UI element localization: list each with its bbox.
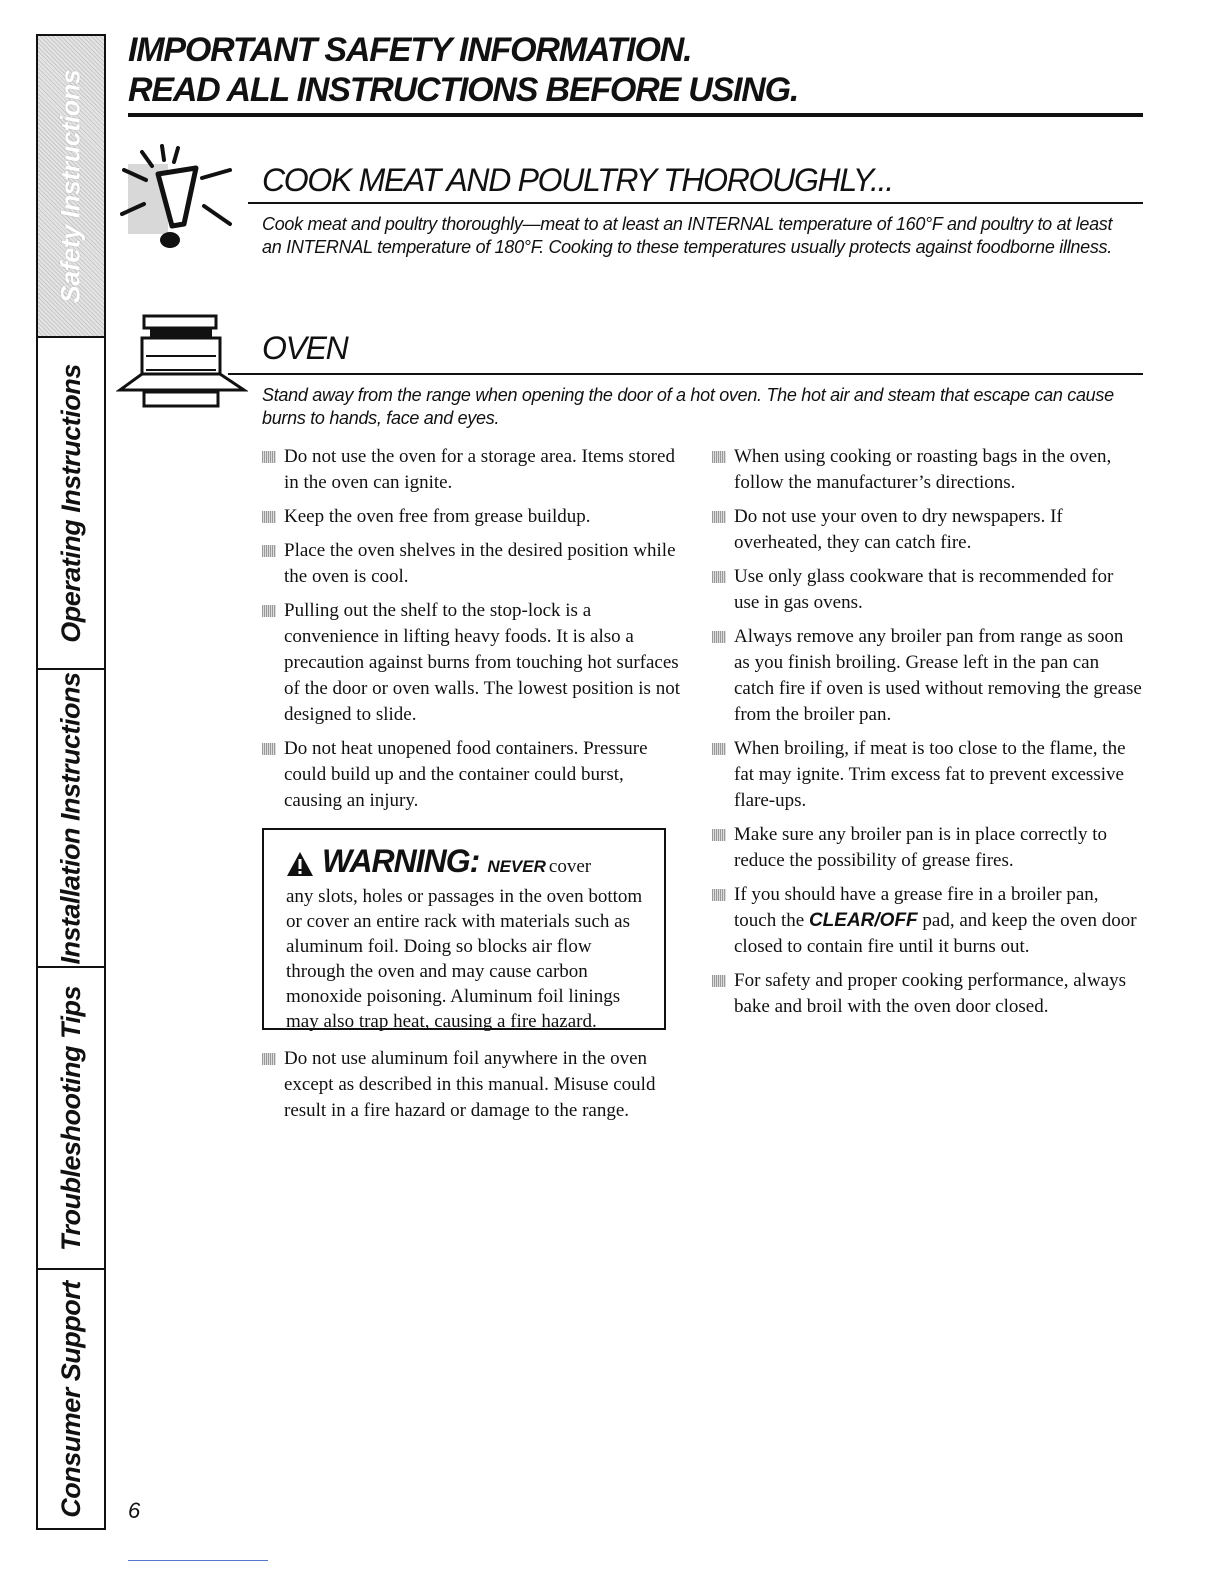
sidebar-tabs	[36, 34, 106, 1530]
bullet-icon	[712, 571, 726, 583]
bullet-icon	[712, 743, 726, 755]
tab-label: Operating Instructions	[55, 363, 86, 643]
list-item: Keep the oven free from grease buildup.	[262, 504, 682, 530]
list-item: Use only glass cookware that is recommended for use in gas ovens.	[712, 564, 1142, 616]
oven-icon	[116, 312, 248, 412]
list-item: Do not use your oven to dry newspapers. If overheated, they can catch fire.	[712, 504, 1142, 556]
bullet-icon	[712, 631, 726, 643]
tab-safety-instructions[interactable]	[38, 36, 104, 338]
list-item: If you should have a grease fire in a broiler pan, touch the CLEAR/OFF pad, and keep the oven door closed to contain fire until it burns out.	[712, 882, 1142, 960]
bullet-icon	[712, 451, 726, 463]
warning-never: NEVER	[487, 857, 546, 876]
alert-icon	[118, 144, 248, 254]
footer-divider	[128, 1560, 268, 1561]
left-column	[262, 444, 682, 822]
bullet-icon	[262, 1053, 276, 1065]
list-item: Do not use the oven for a storage area. Items stored in the oven can ignite.	[262, 444, 682, 496]
list-item: Place the oven shelves in the desired position while the oven is cool.	[262, 538, 682, 590]
list-item: When using cooking or roasting bags in the oven, follow the manufacturer’s directions.	[712, 444, 1142, 496]
page-number: 6	[128, 1498, 141, 1523]
bullet-icon	[712, 975, 726, 987]
tab-installation-instructions[interactable]	[38, 670, 104, 968]
list-item: Make sure any broiler pan is in place correctly to reduce the possibility of grease fires.	[712, 822, 1142, 874]
bullet-icon	[712, 829, 726, 841]
bullet-icon	[262, 605, 276, 617]
bullet-icon	[262, 545, 276, 557]
oven-section-divider	[228, 373, 1143, 375]
oven-section-text: Stand away from the range when opening the door of a hot oven. The hot air and steam that escape can cause burns to hands, face and eyes.	[262, 385, 1114, 428]
cook-section-divider	[248, 202, 1143, 204]
page-title	[128, 30, 1143, 110]
warning-cover: cover	[548, 856, 592, 877]
title-divider	[128, 113, 1143, 117]
tab-label: Troubleshooting Tips	[55, 985, 86, 1251]
bullet-icon	[712, 511, 726, 523]
title-line-2: READ ALL INSTRUCTIONS BEFORE USING.	[128, 71, 799, 109]
list-item: Do not use aluminum foil anywhere in the oven except as described in this manual. Misuse could result in a fire hazard or damage to the range.	[262, 1046, 682, 1124]
bullet-icon	[712, 889, 726, 901]
warning-body: any slots, holes or passages in the oven bottom or cover an entire rack with materials such as aluminum foil. Doing so blocks air flow through the oven and may cause carbon monoxide poisoning. Aluminum foil linings may also trap heat, causing a fire hazard.	[286, 886, 643, 1032]
warning-box	[262, 828, 666, 1030]
list-item: Do not heat unopened food containers. Pressure could build up and the container could burst, causing an injury.	[262, 736, 682, 814]
cook-section-text: Cook meat and poultry thoroughly—meat to at least an INTERNAL temperature of 160°F and poultry to at least an INTERNAL temperature of 180°F. Cooking to these temperatures usually protects against foodborne illness.	[262, 214, 1113, 257]
tab-troubleshooting-tips[interactable]	[38, 968, 104, 1270]
bullet-icon	[262, 743, 276, 755]
bullet-icon	[262, 451, 276, 463]
oven-section-title: OVEN	[262, 330, 348, 366]
list-item: For safety and proper cooking performance, always bake and broil with the oven door closed.	[712, 968, 1142, 1020]
clear-off-pad-label: CLEAR/OFF	[808, 910, 918, 931]
tab-label: Consumer Support	[55, 1280, 86, 1518]
tab-operating-instructions[interactable]	[38, 338, 104, 670]
right-column	[712, 444, 1142, 1028]
tab-label: Installation Instructions	[55, 671, 86, 965]
list-item: Pulling out the shelf to the stop-lock is a convenience in lifting heavy foods. It is also a precaution against burns from touching hot surfaces of the door or oven walls. The lowest position is not designed to slide.	[262, 598, 682, 728]
title-line-1: IMPORTANT SAFETY INFORMATION.	[128, 31, 692, 69]
tab-label: Safety Instructions	[55, 69, 86, 303]
list-item: Always remove any broiler pan from range as soon as you finish broiling. Grease left in the pan can catch fire if oven is used without removing the grease from the broiler pan.	[712, 624, 1142, 728]
tab-consumer-support[interactable]	[38, 1270, 104, 1528]
list-item: When broiling, if meat is too close to the flame, the fat may ignite. Trim excess fat to prevent excessive flare-ups.	[712, 736, 1142, 814]
bullet-icon	[262, 511, 276, 523]
after-warning-list	[262, 1046, 682, 1132]
warning-title: WARNING:	[322, 843, 480, 879]
warning-icon	[286, 851, 314, 877]
cook-section-title: COOK MEAT AND POULTRY THOROUGHLY...	[262, 162, 893, 198]
